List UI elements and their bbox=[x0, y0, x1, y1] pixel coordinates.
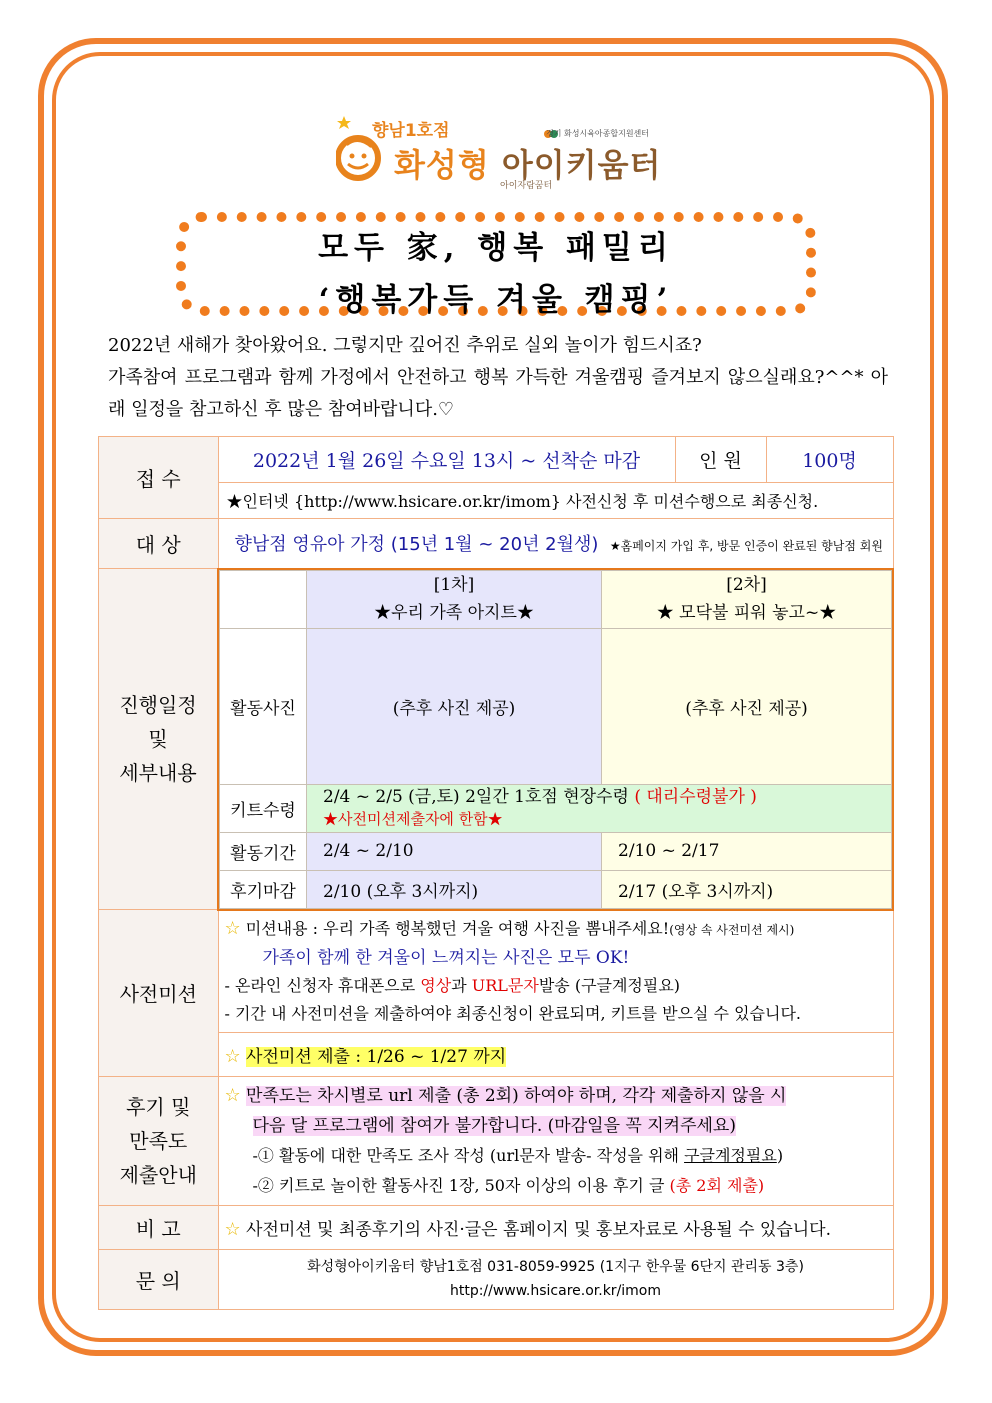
mission-deadline: 사전미션 제출 : 1/26 ~ 1/27 까지 bbox=[246, 1046, 507, 1067]
feedback-line-3: -① 활동에 대한 만족도 조사 작성 (url문자 발송- 작성을 위해 구글계정필요) bbox=[252, 1145, 784, 1165]
round2-label: [2차] bbox=[726, 575, 767, 595]
intro-line-1: 2022년 새해가 찾아왔어요. 그렇지만 깊어진 추위로 실외 놀이가 힘드시죠? bbox=[108, 335, 702, 356]
schedule-label-2: 및 bbox=[148, 727, 168, 751]
photo-label: 활동사진 bbox=[220, 628, 307, 784]
schedule-label-3: 세부내용 bbox=[119, 761, 197, 785]
mission-line-4: - 기간 내 사전미션을 제출하여야 최종신청이 완료되며, 키트를 받으실 수 있습니다. bbox=[224, 1003, 801, 1023]
intro-text bbox=[108, 330, 888, 426]
feedback-line-1: ☆ 만족도는 차시별로 url 제출 (총 2회) 하여야 하며, 각각 제출하지 않을 시 bbox=[224, 1084, 787, 1106]
logo-tagline: 아이자람꿈터 bbox=[500, 181, 553, 191]
photo-2: (추후 사진 제공) bbox=[602, 628, 892, 784]
mission-deadline-cell bbox=[218, 1032, 893, 1076]
logo-org: 경기 화성시육아종합지원센터 bbox=[546, 129, 650, 138]
target-label: 대 상 bbox=[99, 519, 219, 569]
photo-1: (추후 사진 제공) bbox=[307, 628, 602, 784]
capacity-value: 100명 bbox=[766, 437, 893, 483]
info-table bbox=[98, 436, 894, 1310]
period-2: 2/10 ~ 2/17 bbox=[602, 832, 892, 870]
remarks-label: 비 고 bbox=[99, 1205, 219, 1249]
feedback-line-4: -② 키트로 놀이한 활동사진 1장, 50자 이상의 이용 후기 글 (총 2회 제출) bbox=[252, 1175, 765, 1195]
feedback-label-3: 제출안내 bbox=[119, 1162, 197, 1187]
schedule-table bbox=[219, 570, 892, 909]
kit-note: ★사전미션제출자에 한함★ bbox=[323, 810, 503, 828]
reception-label: 접 수 bbox=[99, 437, 219, 519]
review-1: 2/10 (오후 3시까지) bbox=[307, 870, 602, 908]
capacity-label: 인 원 bbox=[675, 437, 766, 483]
period-label: 활동기간 bbox=[220, 832, 307, 870]
remarks-cell bbox=[218, 1205, 893, 1249]
mission-line-3: - 온라인 신청자 휴대폰으로 영상과 URL문자발송 (구글계정필요) bbox=[224, 975, 681, 995]
title-line-2: ‘행복가득 겨울 캠핑’ bbox=[318, 282, 674, 318]
reception-note: ★인터넷 {http://www.hsicare.or.kr/imom} 사전신청 후 미션수행으로 최종신청. bbox=[218, 483, 893, 519]
period-1: 2/4 ~ 2/10 bbox=[307, 832, 602, 870]
intro-line-2: 가족참여 프로그램과 함께 가정에서 안전하고 행복 가득한 겨울캠핑 즐겨보지 않으실래요?^^* 아래 일정을 참고하신 후 많은 참여바랍니다.♡ bbox=[108, 367, 888, 420]
star-icon: ☆ bbox=[224, 1218, 241, 1240]
round2-title: ★ 모닥불 피워 놓고~★ bbox=[656, 603, 837, 623]
review-2: 2/17 (오후 3시까지) bbox=[602, 870, 892, 908]
star-icon: ☆ bbox=[224, 1084, 241, 1106]
round1-label: [1차] bbox=[433, 575, 475, 595]
mission-line-1: ☆ 미션내용 : 우리 가족 행복했던 겨울 여행 사진을 뽐내주세요!(영상 속 사전미션 제시) bbox=[224, 917, 795, 939]
contact-url[interactable]: http://www.hsicare.or.kr/imom bbox=[449, 1283, 662, 1299]
feedback-line-2: 다음 달 프로그램에 참여가 불가합니다. (마감일을 꼭 지켜주세요) bbox=[252, 1115, 736, 1136]
star-icon: ☆ bbox=[224, 917, 241, 939]
mission-line-2: 가족이 함께 한 겨울이 느껴지는 사진은 모두 OK! bbox=[262, 947, 630, 968]
schedule-cell bbox=[218, 569, 893, 910]
kit-text: 2/4 ~ 2/5 (금,토) 2일간 1호점 현장수령 bbox=[323, 787, 635, 807]
feedback-label bbox=[99, 1076, 219, 1205]
kit-cell bbox=[307, 784, 892, 832]
kit-line bbox=[323, 786, 891, 808]
title-line-1: 모두 家, 행복 패밀리 bbox=[318, 230, 674, 266]
mission-label: 사전미션 bbox=[99, 910, 219, 1077]
reception-date: 2022년 1월 26일 수요일 13시 ~ 선착순 마감 bbox=[218, 437, 675, 483]
logo-title: 화성형 아이키움터 bbox=[394, 146, 662, 184]
contact-label: 문 의 bbox=[99, 1249, 219, 1309]
target-cell bbox=[218, 519, 893, 569]
logo-branch: 향남1호점 bbox=[372, 121, 450, 141]
review-label: 후기마감 bbox=[220, 870, 307, 908]
feedback-label-1: 후기 및 bbox=[126, 1094, 191, 1119]
contact-cell bbox=[218, 1249, 893, 1309]
kit-label: 키트수령 bbox=[220, 784, 307, 832]
mission-cell bbox=[218, 910, 893, 1033]
schedule-label bbox=[99, 569, 219, 910]
star-icon bbox=[337, 116, 351, 129]
schedule-corner bbox=[220, 570, 307, 628]
target-value: 향남점 영유아 가정 (15년 1월 ~ 20년 2월생) bbox=[234, 534, 599, 556]
feedback-label-2: 만족도 bbox=[129, 1128, 188, 1153]
target-note: ★홈페이지 가입 후, 방문 인증이 완료된 향남점 회원 bbox=[609, 539, 883, 554]
round1-header bbox=[307, 570, 602, 628]
schedule-label-1: 진행일정 bbox=[119, 693, 197, 717]
remarks-text: 사전미션 및 최종후기의 사진·글은 홈페이지 및 홍보자료로 사용될 수 있습니다. bbox=[246, 1219, 831, 1240]
round2-header bbox=[602, 570, 892, 628]
star-icon: ☆ bbox=[224, 1045, 241, 1067]
round1-title: ★우리 가족 아지트★ bbox=[374, 603, 534, 623]
feedback-cell bbox=[218, 1076, 893, 1205]
contact-line-1: 화성형아이키움터 향남1호점 031-8059-9925 (1지구 한우물 6단지 관리동 3층) bbox=[307, 1259, 804, 1275]
kit-warning: ( 대리수령불가 ) bbox=[634, 787, 757, 807]
